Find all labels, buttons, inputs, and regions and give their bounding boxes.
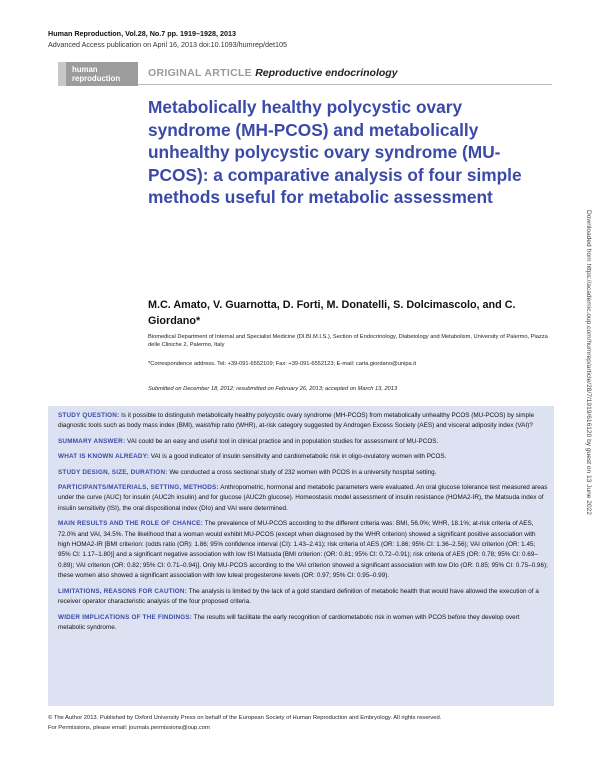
journal-logo	[58, 62, 138, 86]
submission-dates: Submitted on December 18, 2012; resubmitted on February 26, 2013; accepted on March 13, 2013	[148, 386, 398, 392]
download-side-note: Downloaded from https://academic.oup.com/humrep/article/28/7/1919/616120 by guest on 13 June 2022	[585, 210, 592, 515]
affiliation: Biomedical Department of Internal and Specialist Medicine (DI.BI.M.I.S.), Section of Endocrinology, Diabetology and Metabolism, University of Palermo, Piazza delle Cliniche 2, Palermo, Italy	[148, 334, 548, 348]
abstract-text: Is it possible to distinguish metabolically healthy polycystic ovary syndrome (MH-PCOS) from metabolically unhealthy PCOS (MU-PCOS) by simple diagnostic tools such as body mass index (BMI), waist/hip ratio (WHR), at-risk category suggested by Androgen Excess Society (AES) and visceral adiposity index (VAI)?	[58, 412, 535, 430]
abstract-label: WHAT IS KNOWN ALREADY:	[58, 453, 149, 461]
abstract-text: Anthropometric, hormonal and metabolic parameters were evaluated. An oral glucose tolerance test measured areas under the curve (AUC) for insulin (AUC2h insulin) and for glucose (AUC2h glucose). Homeostasis model assessment of insulin resistance (HOMA2-IR), the Matsuda index of insulin sensitivity (ISI), the oral dispositional index (DIo) and VAI were determined.	[58, 484, 548, 512]
abstract-label: MAIN RESULTS AND THE ROLE OF CHANCE:	[58, 520, 203, 528]
abstract-section	[58, 411, 548, 432]
article-category: Reproductive endocrinology	[255, 67, 398, 79]
article-type-label: ORIGINAL ARTICLE	[148, 67, 252, 79]
header-rule	[138, 84, 552, 85]
article-type	[148, 67, 398, 79]
correspondence: *Correspondence address. Tel: +39-091-6552109; Fax: +39-091-6552123; E-mail: carla.giordano@unipa.it	[148, 361, 417, 367]
article-title: Metabolically healthy polycystic ovary syndrome (MH-PCOS) and metabolically unhealthy polycystic ovary syndrome (MU-PCOS): a comparative analysis of four simple methods useful for metabolic assessment	[148, 97, 522, 208]
abstract-label: STUDY DESIGN, SIZE, DURATION:	[58, 468, 168, 476]
abstract-text: The prevalence of MU-PCOS according to the different criteria was: BMI, 56.0%; WHR, 18.1%; at-risk criteria of AES, 72.0% and VAI, 34.5%. The likelihood that a woman would exhibit MU-PCOS (except when diagnosed by the WHR criterion) showed a significant positive association with high HOMA2-IR [BMI criterion: (odds ratio (OR): 1.86; 95% confidence interval (CI): 1.43–2.41); risk criteria of AES (OR: 1.86; 95% CI: 1.36–2.56); VAI criterion (OR: 1.45; 95% CI: 1.17–1.80)] and a significant negative association with low ISI Matsuda [BMI criterion: (OR: 0.81; 95% CI: 0.72–0.91); risk criteria of AES (OR: 0.78; 95% CI: 0.69–0.89); VAI criterion (OR: 0.82; 95% CI: 0.71–0.94)]. Only MU-PCOS according to the VAI criterion showed a significant association with low DIo (OR: 0.85; 95% CI: 0.75–0.96); these women also showed a significant association with low luteal progesterone levels (OR: 0.97; 95% CI: 0.95–0.99).	[58, 520, 548, 580]
abstract-text: We conducted a cross sectional study of 232 women with PCOS in a university hospital setting.	[169, 468, 437, 476]
abstract-section	[58, 452, 548, 462]
journal-citation: Human Reproduction, Vol.28, No.7 pp. 1919–1928, 2013	[48, 29, 237, 38]
abstract-text: VAI is a good indicator of insulin sensitivity and cardiometabolic risk in oligo-ovulatory women with PCOS.	[150, 453, 447, 461]
permissions-line: For Permissions, please email: journals.permissions@oup.com	[48, 724, 210, 731]
abstract-label: SUMMARY ANSWER:	[58, 437, 126, 445]
logo-line-1: human	[72, 65, 98, 74]
abstract-section	[58, 519, 548, 581]
advance-access-line: Advanced Access publication on April 16, 2013 doi:10.1093/humrep/det105	[48, 40, 287, 49]
abstract-section	[58, 483, 548, 514]
abstract-label: WIDER IMPLICATIONS OF THE FINDINGS:	[58, 613, 193, 621]
abstract-text: The analysis is limited by the lack of a gold standard definition of metabolic health that would have allowed the execution of a receiver operator characteristic analysis of the four proposed criteria.	[58, 587, 539, 606]
page-footer	[48, 714, 568, 733]
abstract-section	[58, 613, 548, 634]
abstract-label: STUDY QUESTION:	[58, 412, 120, 419]
abstract-section	[58, 437, 548, 447]
abstract-label: LIMITATIONS, REASONS FOR CAUTION:	[58, 587, 188, 595]
structured-abstract	[58, 411, 548, 638]
author-list: M.C. Amato, V. Guarnotta, D. Forti, M. Donatelli, S. Dolcimascolo, and C. Giordano*	[148, 299, 516, 327]
copyright-line: © The Author 2013. Published by Oxford University Press on behalf of the European Society of Human Reproduction and Embryology. All rights reserved.	[48, 715, 442, 721]
abstract-section	[58, 468, 548, 478]
logo-line-2: reproduction	[72, 74, 121, 83]
journal-header	[48, 28, 287, 50]
abstract-text: The results will facilitate the early recognition of cardiometabolic risk in women with PCOS before they develop overt metabolic syndrome.	[58, 613, 520, 631]
abstract-text: VAI could be an easy and useful tool in clinical practice and in population studies for assessment of MU-PCOS.	[127, 437, 439, 445]
abstract-section	[58, 587, 548, 608]
abstract-label: PARTICIPANTS/MATERIALS, SETTING, METHODS:	[58, 484, 219, 492]
